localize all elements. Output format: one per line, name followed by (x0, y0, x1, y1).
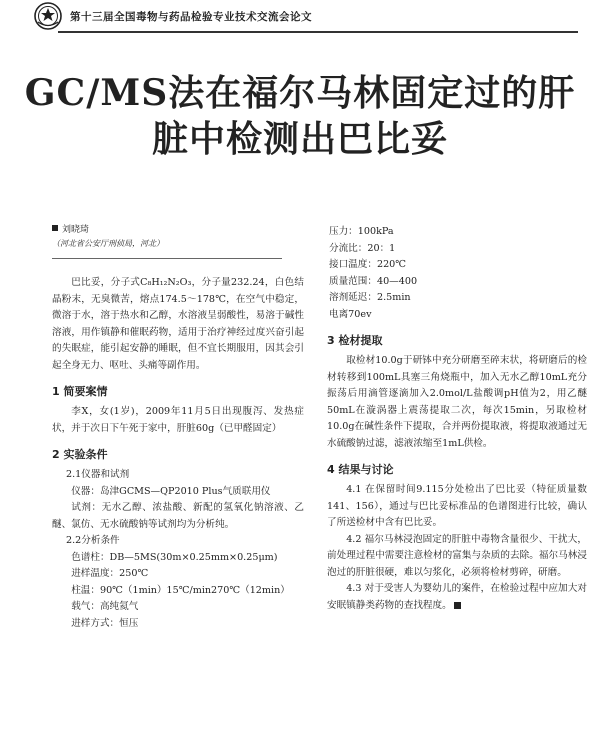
right-column (327, 224, 587, 614)
solvent-delay-line: 溶剂延迟：2.5min (329, 292, 411, 303)
oven-line: 柱温：90℃（1min）15℃/min270℃（12min） (71, 584, 290, 596)
result-4-3-wrap (327, 581, 587, 614)
mass-range-line: 质量范围：40—400 (329, 275, 418, 287)
author-line (52, 224, 304, 237)
inlet-temp-line: 进样温度：250℃ (71, 568, 149, 579)
header-rule (58, 31, 578, 33)
section-4-heading: 4 结果与讨论 (327, 463, 394, 476)
subsection-2-1: 2.1仪器和试剂 (66, 469, 130, 480)
intro-paragraph: 巴比妥，分子式C₈H₁₂N₂O₃，分子量232.24，白色结晶粉末，无臭微苦，熔点174.5～178℃，在空气中稳定，微溶于水，溶于热水和乙醇，水溶液呈弱酸性，易溶于碱性溶液，用作镇静和催眠药物，适用于治疗神经过度兴奋引起的失眠症，能引起安静的睡眠，但不宜长期服用，因其会引起全身无力、呕吐、头痛等副作用。 (52, 277, 304, 371)
section-1-body: 李X，女(1岁)，2009年11月5日出现腹泻、发热症状，并于次日下午死于家中，肝脏60g（已甲醛固定） (52, 406, 304, 434)
paper-title (20, 70, 580, 162)
left-column (52, 224, 304, 632)
running-header (34, 0, 579, 30)
author-affiliation: （河北省公安厅刑侦局，河北） (52, 239, 164, 248)
interface-line: 接口温度：220℃ (329, 259, 407, 270)
section-3-heading: 3 检材提取 (327, 334, 383, 347)
split-line: 分流比：20：1 (329, 242, 396, 254)
author-name: 刘晓琦 (62, 225, 90, 235)
pressure-line: 压力：100kPa (329, 226, 394, 237)
author-rule (52, 258, 282, 259)
author-bullet-icon (52, 225, 58, 231)
end-mark-icon (454, 602, 461, 609)
section-1-heading: 1 简要案情 (52, 385, 108, 398)
running-head-text: 第十三届全国毒物与药品检验专业技术交流会论文 (70, 11, 312, 23)
result-4-1: 4.1 在保留时间9.115分处检出了巴比妥（特征质量数141、156），通过与巴比妥标准品的色谱图进行比较，确认了所送检材中含有巴比妥。 (327, 484, 587, 528)
result-4-2: 4.2 福尔马林浸泡固定的肝脏中毒物含量很少、干扰大，前处理过程中需要注意检材的富集与杂质的去除。福尔马林浸泡过的肝脏很硬，难以匀浆化，必须将检材剪碎，研磨。 (327, 533, 587, 578)
title-line-2: 脏中检测出巴比妥 (151, 118, 448, 160)
section-2-heading: 2 实验条件 (52, 448, 108, 461)
title-line-1: GC/MS法在福尔马林固定过的肝 (24, 72, 576, 114)
result-4-3: 4.3 对于受害人为婴幼儿的案件，在检验过程中应加大对安眠镇静类药物的查找程度。 (327, 583, 587, 611)
reagents-line: 试剂：无水乙醇、浓盐酸、新配的氢氧化钠溶液、乙醚、氯仿、无水硫酸钠等试剂均为分析纯。 (52, 502, 304, 530)
injection-line: 进样方式：恒压 (71, 617, 139, 629)
subsection-2-2: 2.2分析条件 (66, 535, 120, 546)
section-3-body: 取检材10.0g于研钵中充分研磨至碎末状，将研磨后的检材转移到100mL具塞三角烧瓶中，加入无水乙醇10mL充分振荡后用滴管逐滴加入2.0mol/L盐酸调pH值为2，用乙醚50mL在漩涡器上震荡提取二次，每次15min，另取检材10.0g在碱性条件下提取，合并两份提取液，将提取液通过无水硫酸钠过滤，滤液浓缩至1mL供检。 (327, 355, 587, 449)
carrier-line: 载气：高纯氦气 (71, 601, 139, 612)
instrument-line: 仪器：岛津GCMS—QP2010 Plus气质联用仪 (71, 485, 271, 497)
column-line: 色谱柱：DB—5MS(30m×0.25mm×0.25μm) (71, 551, 278, 563)
police-emblem-icon (34, 2, 62, 30)
ionization-line: 电离70ev (329, 308, 372, 320)
